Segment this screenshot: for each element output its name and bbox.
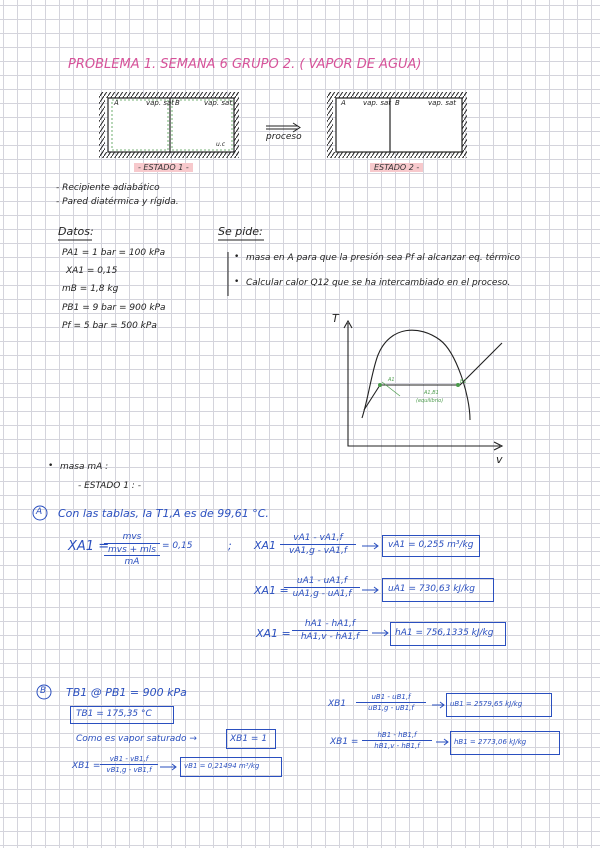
part-b-text: TB1 @ PB1 = 900 kPa xyxy=(66,686,187,699)
ua1-num: uA1 - uA1,f xyxy=(284,576,360,588)
ub1-den: uB1,g - uB1,f xyxy=(368,704,414,712)
hb1-result: hB1 = 2773,06 kJ/kg xyxy=(454,738,527,746)
ha1-lhs: XA1 = xyxy=(256,627,291,640)
ua1-fraction xyxy=(284,576,360,599)
se-pide-item-1: masa en A para que la presión sea Pf al alcanzar eq. térmico xyxy=(246,253,521,263)
xa1-den1: mvs + mls xyxy=(104,544,160,556)
tv-note-2: (equilibrio) xyxy=(416,398,444,404)
marker-b: B xyxy=(40,686,47,696)
ua1-den: uA1,g - uA1,f xyxy=(292,589,352,599)
ha1-den: hA1,v - hA1,f xyxy=(300,632,360,642)
ua1-result: uA1 = 730,63 kJ/kg xyxy=(388,584,476,594)
state1-label: - ESTADO 1 - xyxy=(134,163,193,172)
state1-comp-a-content: vap. sat xyxy=(146,99,175,107)
state2-comp-b: B xyxy=(395,99,400,107)
va1-den: vA1,g - vA1,f xyxy=(289,546,347,556)
ub1-num: uB1 - uB1,f xyxy=(356,693,426,703)
assumption-2: - Pared diatérmica y rígida. xyxy=(56,197,179,207)
masa-heading: masa mA : xyxy=(60,462,109,472)
xa1-value: = 0,15 xyxy=(162,541,193,551)
ub1-fraction xyxy=(356,693,426,712)
ha1-num: hA1 - hA1,f xyxy=(292,619,368,631)
ha1-result: hA1 = 756,1335 kJ/kg xyxy=(395,628,494,638)
state2-comp-b-content: vap. sat xyxy=(428,99,457,107)
state1-comp-b-content: vap. sat xyxy=(204,99,233,107)
bullet-2: • xyxy=(234,277,240,287)
se-pide-heading: Se pide: xyxy=(218,225,263,238)
datos-heading: Datos: xyxy=(58,225,94,238)
dato-mb: mB = 1,8 kg xyxy=(62,284,119,294)
hb1-num: hB1 - hB1,f xyxy=(362,731,432,741)
dato-xa1: XA1 = 0,15 xyxy=(66,266,118,276)
state1-corner-note: u.c xyxy=(216,141,226,148)
vb1-lhs: XB1 = xyxy=(72,761,101,771)
state1-comp-b: B xyxy=(175,99,180,107)
xa1-num: mvs xyxy=(104,532,160,544)
hb1-den: hB1,v - hB1,f xyxy=(374,742,420,750)
va1-fraction xyxy=(280,533,356,556)
dato-pf: Pf = 5 bar = 500 kPa xyxy=(62,321,157,331)
tv-point-b-label: B1 xyxy=(460,379,467,385)
masa-bullet: • xyxy=(48,461,54,471)
dato-pb1: PB1 = 9 bar = 900 kPa xyxy=(62,303,166,313)
vb1-result: vB1 = 0,21494 m³/kg xyxy=(184,762,260,770)
state2-comp-a: A xyxy=(341,99,346,107)
va1-result: vA1 = 0,255 m³/kg xyxy=(388,540,474,550)
tv-note-1: A1,B1 xyxy=(424,390,439,396)
hb1-lhs: XB1 = xyxy=(330,737,359,747)
bullet-1: • xyxy=(234,252,240,262)
se-pide-item-2: Calcular calor Q12 que se ha intercambiado en el proceso. xyxy=(246,278,511,288)
vb1-den: vB1,g - vB1,f xyxy=(106,766,152,774)
assumption-1: - Recipiente adiabático xyxy=(56,183,160,193)
process-arrow xyxy=(266,123,300,132)
state2-label: ESTADO 2 - xyxy=(370,163,423,172)
tv-x-axis-label: v xyxy=(496,453,503,466)
tb1-result: TB1 = 175,35 °C xyxy=(76,709,152,719)
state1-comp-a: A xyxy=(114,99,119,107)
tv-y-axis-label: T xyxy=(332,312,339,325)
vb1-fraction xyxy=(100,755,158,774)
tv-diagram xyxy=(344,321,502,450)
page-title: PROBLEMA 1. SEMANA 6 GRUPO 2. ( VAPOR DE AGUA) xyxy=(68,57,422,72)
marker-a: A xyxy=(36,507,43,517)
xb1-result: XB1 = 1 xyxy=(230,734,268,744)
va1-num: vA1 - vA1,f xyxy=(280,533,356,545)
xa1-fraction xyxy=(104,532,160,567)
hb1-fraction xyxy=(362,731,432,750)
process-label: proceso xyxy=(266,132,302,142)
xa1-semicolon: ; xyxy=(228,539,232,552)
ha1-fraction xyxy=(292,619,368,642)
va1-lhs: XA1 xyxy=(254,539,277,552)
xa1-lhs: XA1 = xyxy=(68,539,110,554)
xa1-den2: mA xyxy=(124,557,140,567)
state2-comp-a-content: vap. sat xyxy=(363,99,392,107)
tv-point-a-label: A1 xyxy=(388,377,395,383)
dato-pa1: PA1 = 1 bar = 100 kPa xyxy=(62,248,166,258)
ub1-lhs: XB1 xyxy=(328,699,347,709)
tv-point-a xyxy=(378,383,382,387)
part-a-text: Con las tablas, la T1,A es de 99,61 °C. xyxy=(58,507,269,520)
estado1-heading: - ESTADO 1 : - xyxy=(78,481,141,491)
vb1-num: vB1 - vB1,f xyxy=(100,755,158,765)
ub1-result: uB1 = 2579,65 kJ/kg xyxy=(450,700,523,708)
sat-text: Como es vapor saturado → xyxy=(76,734,197,744)
ua1-lhs: XA1 = xyxy=(254,584,289,597)
